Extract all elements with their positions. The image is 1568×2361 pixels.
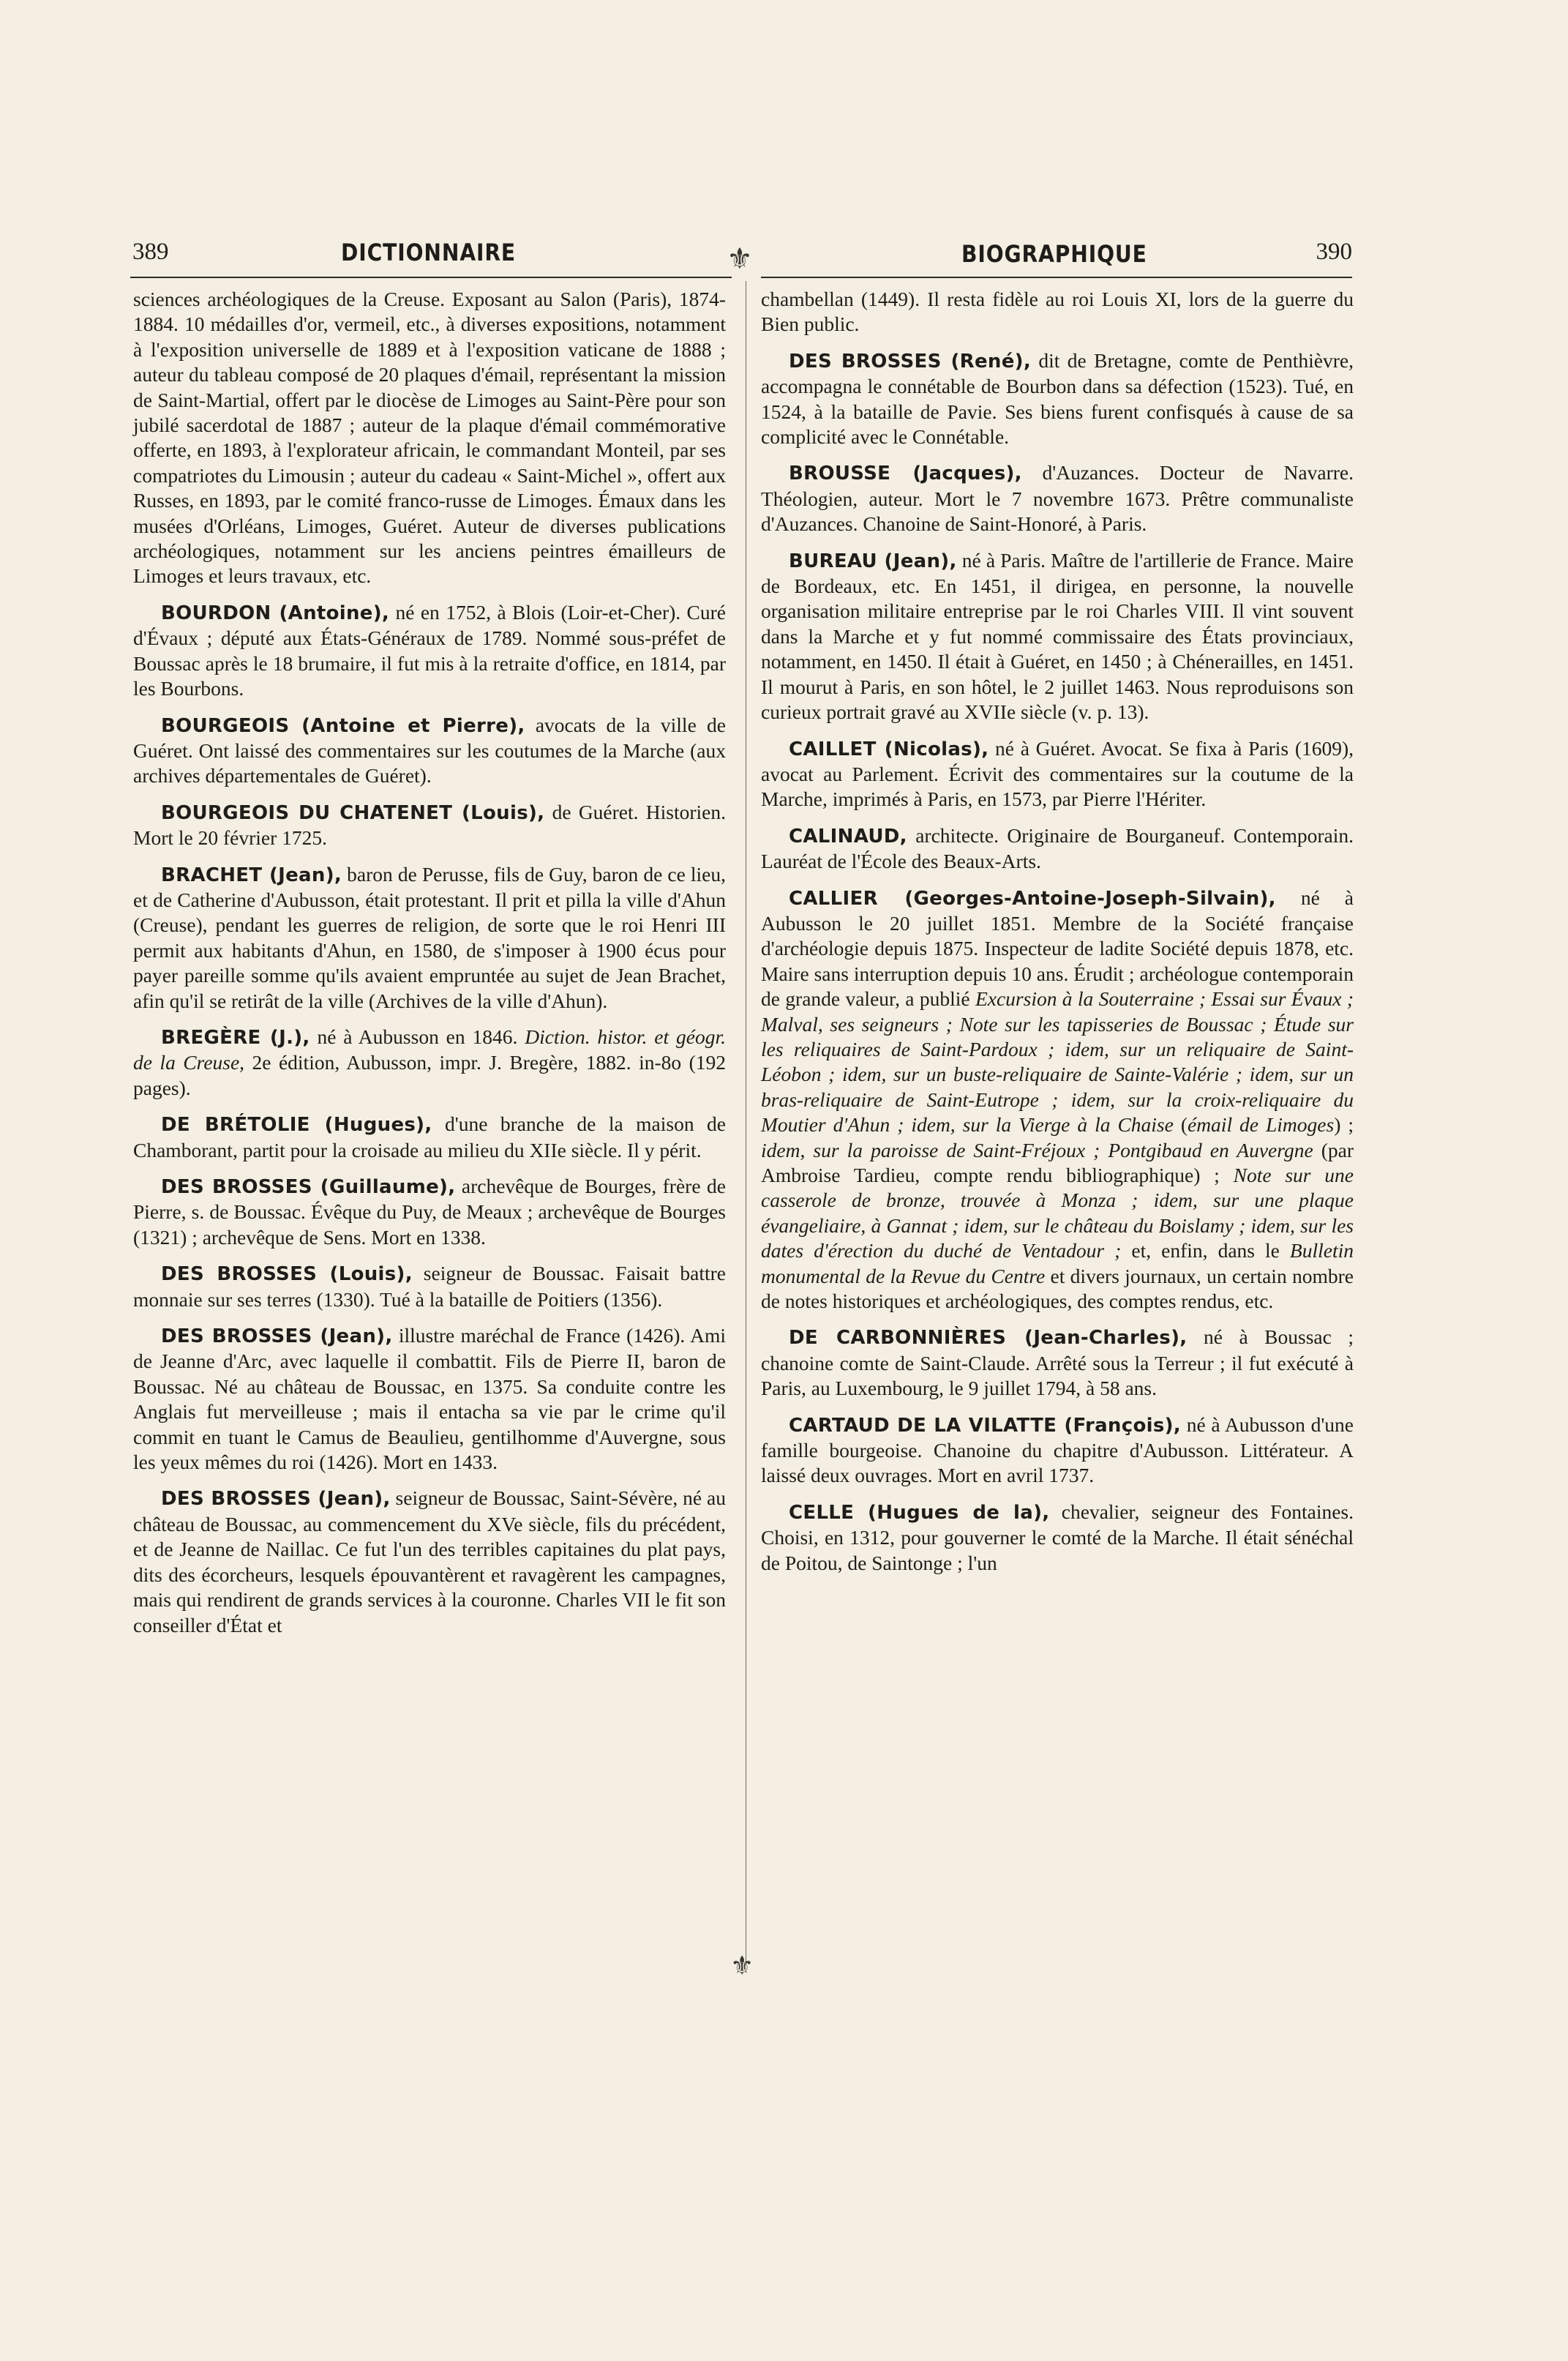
page-number-left: 389 [132, 239, 169, 265]
entry-cartaud-de-la-vilatte [761, 1413, 1354, 1489]
entry-text: dit de Bretagne, comte de Penthièvre, accompagna le connétable de Bourbon dans sa défection (1523). Tué, en 1524, à la bataille de Pavie. Ses biens furent confisqués à cause de sa complicité avec le Connétable. [761, 348, 1354, 449]
entry-text: seigneur de Boussac, Saint-Sévère, né au château de Boussac, au commencement du XVe siècle, fils du précédent, et de Jeanne de Naillac. Ce fut l'un des terribles capitaines du plat pays, dits des écorcheurs, lesquels épouvantèrent et ravagèrent les campagnes, mais qui rendirent de grands services à la couronne. Charles VII le fit son conseiller d'État et [133, 1486, 726, 1636]
entry-des-brosses-jean-marechal [133, 1323, 726, 1475]
entry-name: DES BROSSES (Louis), [161, 1263, 413, 1286]
entry-text: ( [1173, 1113, 1188, 1137]
entry-italic-works: Excursion à la Souterraine ; Essai sur Évaux ; Malval, ses seigneurs ; Note sur les tapisseries de Boussac ; Étude sur les reliquaires de Saint-Pardoux ; idem, sur un reliquaire de Saint-Léobon ; idem, sur un buste-reliquaire de Sainte-Valérie ; idem, sur un bras-reliquaire de Saint-Eutrope ; idem, sur la croix-reliquaire du Moutier d'Ahun ; idem, sur la Vierge à la Chaise [761, 987, 1354, 1137]
entry-de-carbonnieres [761, 1325, 1354, 1401]
entry-de-bretolie [133, 1112, 726, 1163]
entry-des-brosses-guillaume [133, 1174, 726, 1250]
entry-des-brosses-rene [761, 348, 1354, 450]
entry-bourgeois-du-chatenet [133, 800, 726, 851]
entry-name: CAILLET (Nicolas), [789, 738, 989, 760]
entry-name: DES BROSSES (René), [789, 350, 1032, 373]
entry-name: CELLE (Hugues de la), [789, 1501, 1050, 1524]
entry-text: et, enfin, dans le [1121, 1239, 1290, 1262]
running-title-right: BIOGRAPHIQUE [961, 240, 1147, 268]
entry-text: et divers journaux, un certain nombre de notes historiques et archéologiques, des comptes rendus, etc. [761, 1264, 1354, 1313]
entry-name: DES BROSSES (Jean), [161, 1488, 391, 1511]
entry-des-brosses-louis [133, 1261, 726, 1312]
entry-name: CARTAUD DE LA VILATTE (François), [789, 1414, 1181, 1437]
left-column [133, 287, 726, 1649]
entry-text: né à Aubusson le 20 juillet 1851. Membre de la Société française d'archéologie depuis 1875. Inspecteur de ladite Société depuis 1878, etc. Maire sans interruption depuis 10 ans. Érudit ; archéologue contemporain de grande valeur, a publié [761, 886, 1354, 1011]
entry-bregere [133, 1025, 726, 1101]
entry-text: de Guéret. Historien. Mort le 20 février 1725. [133, 800, 727, 850]
entry-bourdon [133, 600, 726, 702]
entry-name: BOURGEOIS (Antoine et Pierre), [161, 714, 525, 737]
entry-des-brosses-jean-seigneur [133, 1486, 726, 1637]
entry-bourgeois [133, 713, 726, 789]
running-title-left: DICTIONNAIRE [341, 239, 517, 266]
entry-brachet [133, 862, 726, 1014]
continuation-text: sciences archéologiques de la Creuse. Exposant au Salon (Paris), 1874-1884. 10 médailles d'or, vermeil, etc., à diverses expositions, notamment à l'exposition universelle de 1889 et à l'exposition vaticane de 1888 ; auteur du tableau composé de 20 plaques d'émail, représentant la mission de Saint-Martial, offert par le diocèse de Limoges au Saint-Père pour son jubilé sacerdotal de 1887 ; auteur de la plaque d'émail commémorative offerte, en 1893, à l'explorateur africain, le commandant Monteil, par ses compatriotes du Limousin ; auteur du cadeau « Saint-Michel », offert aux Russes, en 1893, par le comité franco-russe de Limoges. Émaux dans les musées d'Orléans, Limoges, Guéret. Auteur de diverses publications archéologiques, notamment sur les anciens peintres émailleurs de Limoges et leurs travaux, etc. [133, 288, 726, 588]
entry-text-cont: 2e édition, Aubusson, impr. J. Bregère, 1882. in-8o (192 pages). [133, 1051, 727, 1099]
entry-name: BREGÈRE (J.), [161, 1026, 310, 1049]
page-number-right: 390 [1316, 239, 1352, 265]
entry-text: né à Paris. Maître de l'artillerie de France. Maire de Bordeaux, etc. En 1451, il dirigea, en personne, la nouvelle organisation militaire entreprise par le roi Charles VIII. Il vint souvent dans la Marche et y fut nommé commissaire des États provinciaux, notamment, en 1450. Il était à Guéret, en 1450 ; à Chénerailles, en 1451. Il mourut à Paris, en son hôtel, le 2 juillet 1463. Nous reproduisons son curieux portrait gravé au XVIIe siècle (v. p. 13). [761, 548, 1354, 724]
header-rule-right [761, 277, 1352, 278]
entry-text: baron de Perusse, fils de Guy, baron de ce lieu, et de Catherine d'Aubusson, était protestant. Il prit et pilla la ville d'Ahun (Creuse), pendant les guerres de religion, de sorte que le roi Henri III permit aux habitants d'Ahun, en 1580, de s'imposer à 1900 écus pour payer pareille somme qu'ils avaient empruntée au sujet de Jean Brachet, afin qu'il se retirât de la ville (Archives de la ville d'Ahun). [133, 862, 726, 1012]
entry-text: chevalier, seigneur des Fontaines. Choisi, en 1312, pour gouverner le comté de la Marche. Il était sénéchal de Poitou, de Saintonge ; l'un [761, 1500, 1354, 1574]
header-rule-left [130, 277, 732, 278]
entry-celle [761, 1500, 1354, 1576]
entry-bureau [761, 548, 1354, 725]
continuation-text: chambellan (1449). Il resta fidèle au roi Louis XI, lors de la guerre du Bien public. [761, 288, 1354, 336]
entry-text: né à Aubusson en 1846. [310, 1025, 525, 1048]
entry-italic-works: Bulletin monumental de la Revue du Centre [761, 1239, 1354, 1287]
entry-italic-works: idem, sur la paroisse de Saint-Fréjoux ; Pontgibaud en Auvergne [761, 1138, 1313, 1161]
entry-text: d'Auzances. Docteur de Navarre. Théologien, auteur. Mort le 7 novembre 1673. Prêtre communaliste d'Auzances. Chanoine de Saint-Honoré, à Paris. [761, 461, 1354, 536]
entry-text: ) ; [1334, 1113, 1354, 1137]
entry-calinaud [761, 823, 1354, 875]
entry-text: seigneur de Boussac. Faisait battre monnaie sur ses terres (1330). Tué à la bataille de Poitiers (1356). [133, 1262, 726, 1311]
entry-name: BOURDON (Antoine), [161, 602, 390, 624]
entry-callier [761, 886, 1354, 1314]
entry-italic-works: émail de Limoges [1187, 1113, 1335, 1137]
entry-italic-works: Note sur une casserole de bronze, trouvée à Monza ; idem, sur une plaque évangeliaire, à Gannat ; idem, sur le château du Boislamy ; idem, sur les dates d'érection du duché de Ventadour ; [761, 1164, 1354, 1262]
fleur-de-lis-icon-bottom: ⚜ [730, 1951, 754, 1980]
entry-name: DE BRÉTOLIE (Hugues), [161, 1114, 432, 1137]
entry-text: né à Aubusson d'une famille bourgeoise. Chanoine du chapitre d'Aubusson. Littérateur. A laissé deux ouvrages. Mort en avril 1737. [761, 1413, 1354, 1487]
entry-text: né à Guéret. Avocat. Se fixa à Paris (1609), avocat au Parlement. Écrivit des commentaires sur la coutume de la Marche, imprimés à Paris, en 1573, par Pierre l'Hériter. [761, 736, 1354, 811]
right-column [761, 287, 1354, 1587]
entry-text: archevêque de Bourges, frère de Pierre, s. de Boussac. Évêque du Puy, de Meaux ; archevêque de Bourges (1321) ; archevêque de Sens. Mort en 1338. [133, 1175, 726, 1249]
entry-text: architecte. Originaire de Bourganeuf. Contemporain. Lauréat de l'École des Beaux-Arts. [761, 823, 1354, 873]
entry-name: CALLIER (Georges-Antoine-Joseph-Silvain), [789, 887, 1276, 910]
entry-text: avocats de la ville de Guéret. Ont laissé des commentaires sur les coutumes de la Marche (aux archives départementales de Guéret). [133, 713, 726, 787]
entry-name: BROUSSE (Jacques), [789, 463, 1022, 485]
entry-text: né à Boussac ; chanoine comte de Saint-Claude. Arrêté sous la Terreur ; il fut exécuté à Paris, au Luxembourg, le 9 juillet 1794, à 58 ans. [761, 1325, 1354, 1400]
entry-name: DE CARBONNIÈRES (Jean-Charles), [789, 1327, 1188, 1350]
entry-name: DES BROSSES (Jean), [161, 1325, 393, 1348]
entry-brousse [761, 460, 1354, 536]
entry-name: CALINAUD, [789, 825, 907, 848]
entry-caillet [761, 736, 1354, 812]
entry-text: (par Ambroise Tardieu, compte rendu bibliographique) ; [761, 1138, 1354, 1186]
entry-name: DES BROSSES (Guillaume), [161, 1176, 456, 1198]
entry-name: BOURGEOIS DU CHATENET (Louis), [161, 801, 545, 824]
entry-name: BRACHET (Jean), [161, 864, 342, 886]
entry-name: BUREAU (Jean), [789, 550, 957, 572]
fleur-de-lis-icon: ⚜ [727, 242, 753, 275]
entry-italic-title: Diction. histor. et géogr. de la Creuse, [133, 1025, 726, 1074]
entry-text: né en 1752, à Blois (Loir-et-Cher). Curé d'Évaux ; député aux États-Généraux de 1789. Nommé sous-préfet de Boussac après le 18 brumaire, il fut mis à la retraite d'office, en 1814, par les Bourbons. [133, 600, 726, 700]
entry-text: d'une branche de la maison de Chamborant, partit pour la croisade au milieu du XIIe siècle. Il y périt. [133, 1112, 726, 1161]
entry-text: illustre maréchal de France (1426). Ami de Jeanne d'Arc, avec laquelle il combattit. Fils de Pierre II, baron de Boussac. Né au château de Boussac, en 1375. Sa conduite contre les Anglais fut merveilleuse ; mais il entacha sa vie par le crime qu'il commit en tuant le Camus de Beaulieu, gentilhomme d'Auvergne, sous les yeux mêmes du roi (1426). Mort en 1433. [133, 1324, 726, 1474]
